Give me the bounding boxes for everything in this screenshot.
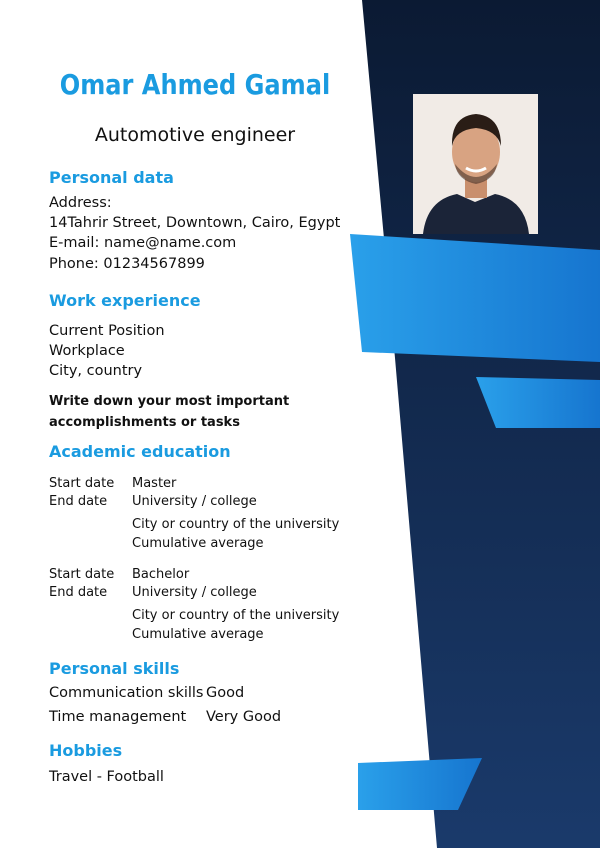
work-position: Current Position (49, 323, 165, 339)
edu-1-average: Cumulative average (132, 536, 264, 551)
edu-2-city: City or country of the university (132, 608, 340, 623)
edu-2-start: Start date (49, 567, 115, 582)
job-title: Automotive engineer (94, 124, 296, 146)
skill-2-level: Very Good (206, 709, 282, 725)
hobbies-heading: Hobbies (49, 741, 123, 760)
email-line: E-mail: name@name.com (49, 235, 237, 251)
edu-2-average: Cumulative average (132, 627, 264, 642)
work-workplace: Workplace (49, 343, 125, 359)
edu-1-end: End date (49, 494, 108, 509)
profile-photo (413, 94, 538, 234)
edu-1-university: University / college (132, 494, 257, 509)
personal-data-heading: Personal data (49, 168, 174, 187)
work-note-line2: accomplishments or tasks (49, 415, 240, 430)
address-value: 14Tahrir Street, Downtown, Cairo, Egypt (49, 215, 341, 231)
phone-line: Phone: 01234567899 (49, 256, 205, 272)
hobbies-value: Travel - Football (49, 769, 164, 785)
education-heading: Academic education (49, 442, 231, 461)
skill-1-name: Communication skills (49, 685, 204, 701)
skill-2-name: Time management (49, 709, 187, 725)
edu-2-degree: Bachelor (132, 567, 190, 582)
skills-heading: Personal skills (49, 659, 180, 678)
work-note-line1: Write down your most important (49, 394, 290, 409)
edu-1-start: Start date (49, 476, 115, 491)
address-label: Address: (49, 195, 112, 211)
skill-1-level: Good (206, 685, 245, 701)
edu-1-city: City or country of the university (132, 517, 340, 532)
candidate-name: Omar Ahmed Gamal (59, 68, 331, 101)
edu-2-end: End date (49, 585, 108, 600)
work-city: City, country (49, 363, 143, 379)
work-experience-heading: Work experience (49, 291, 201, 310)
blue-band-mid (476, 377, 600, 428)
edu-2-university: University / college (132, 585, 257, 600)
blue-band-top (350, 234, 600, 362)
edu-1-degree: Master (132, 476, 177, 491)
